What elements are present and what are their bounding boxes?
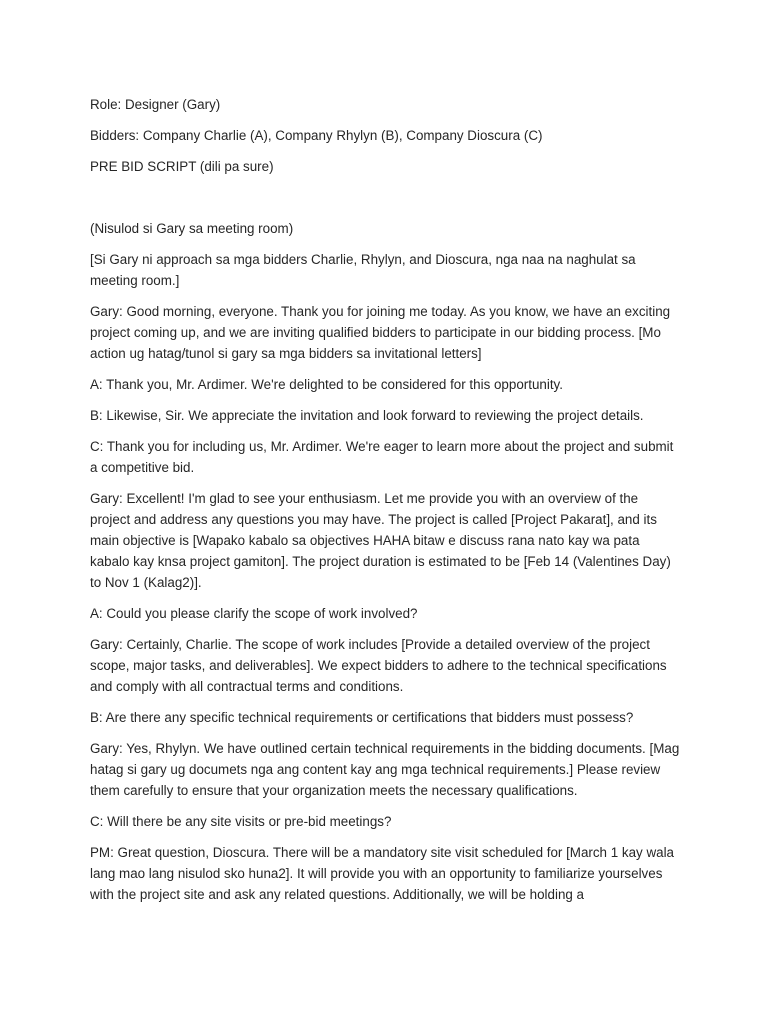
document-body	[90, 94, 680, 915]
paragraph-stage-direction: (Nisulod si Gary sa meeting room)	[90, 221, 294, 236]
role-line: Role: Designer (Gary)	[90, 97, 221, 112]
script-title: PRE BID SCRIPT (dili pa sure)	[90, 159, 274, 174]
blank-line	[90, 187, 680, 208]
paragraph-pm-site-visit: PM: Great question, Dioscura. There will be a mandatory site visit scheduled for [March 1 kay wala lang mao lang nisulod sko huna2]. It will provide you with an opportunity to familiarize yourselves with the project site and ask any related questions. Additionally, we will be holding a	[90, 845, 674, 902]
paragraph-a-scope-question: A: Could you please clarify the scope of work involved?	[90, 606, 418, 621]
paragraph-gary-requirements: Gary: Yes, Rhylyn. We have outlined certain technical requirements in the bidding documents. [Mag hatag si gary ug documets nga ang content kay ang mga technical requirements.] Please review them carefully to ensure that your organization meets the necessary qualifications.	[90, 741, 680, 798]
paragraph-gary-scope: Gary: Certainly, Charlie. The scope of work includes [Provide a detailed overview of the project scope, major tasks, and deliverables]. We expect bidders to adhere to the technical specifications and comply with all contractual terms and conditions.	[90, 637, 667, 694]
paragraph-gary-overview: Gary: Excellent! I'm glad to see your enthusiasm. Let me provide you with an overview of the project and address any questions you may have. The project is called [Project Pakarat], and its main objective is [Wapako kabalo sa objectives HAHA bitaw e discuss rana nato kay wa pata kabalo kay knsa project gamiton]. The project duration is estimated to be [Feb 14 (Valentines Day) to Nov 1 (Kalag2)].	[90, 491, 671, 590]
paragraph-b-requirements-question: B: Are there any specific technical requirements or certifications that bidders must possess?	[90, 710, 634, 725]
paragraph-b-likewise: B: Likewise, Sir. We appreciate the invitation and look forward to reviewing the project details.	[90, 408, 644, 423]
paragraph-approach: [Si Gary ni approach sa mga bidders Charlie, Rhylyn, and Dioscura, nga naa na naghulat sa meeting room.]	[90, 252, 636, 288]
bidders-line: Bidders: Company Charlie (A), Company Rhylyn (B), Company Dioscura (C)	[90, 128, 543, 143]
paragraph-gary-greeting: Gary: Good morning, everyone. Thank you for joining me today. As you know, we have an exciting project coming up, and we are inviting qualified bidders to participate in our bidding process. [Mo action ug hatag/tunol si gary sa mga bidders sa invitational letters]	[90, 304, 671, 361]
paragraph-c-site-visit-question: C: Will there be any site visits or pre-bid meetings?	[90, 814, 392, 829]
paragraph-a-thanks: A: Thank you, Mr. Ardimer. We're delighted to be considered for this opportunity.	[90, 377, 563, 392]
paragraph-c-thanks: C: Thank you for including us, Mr. Ardimer. We're eager to learn more about the project and submit a competitive bid.	[90, 439, 674, 475]
